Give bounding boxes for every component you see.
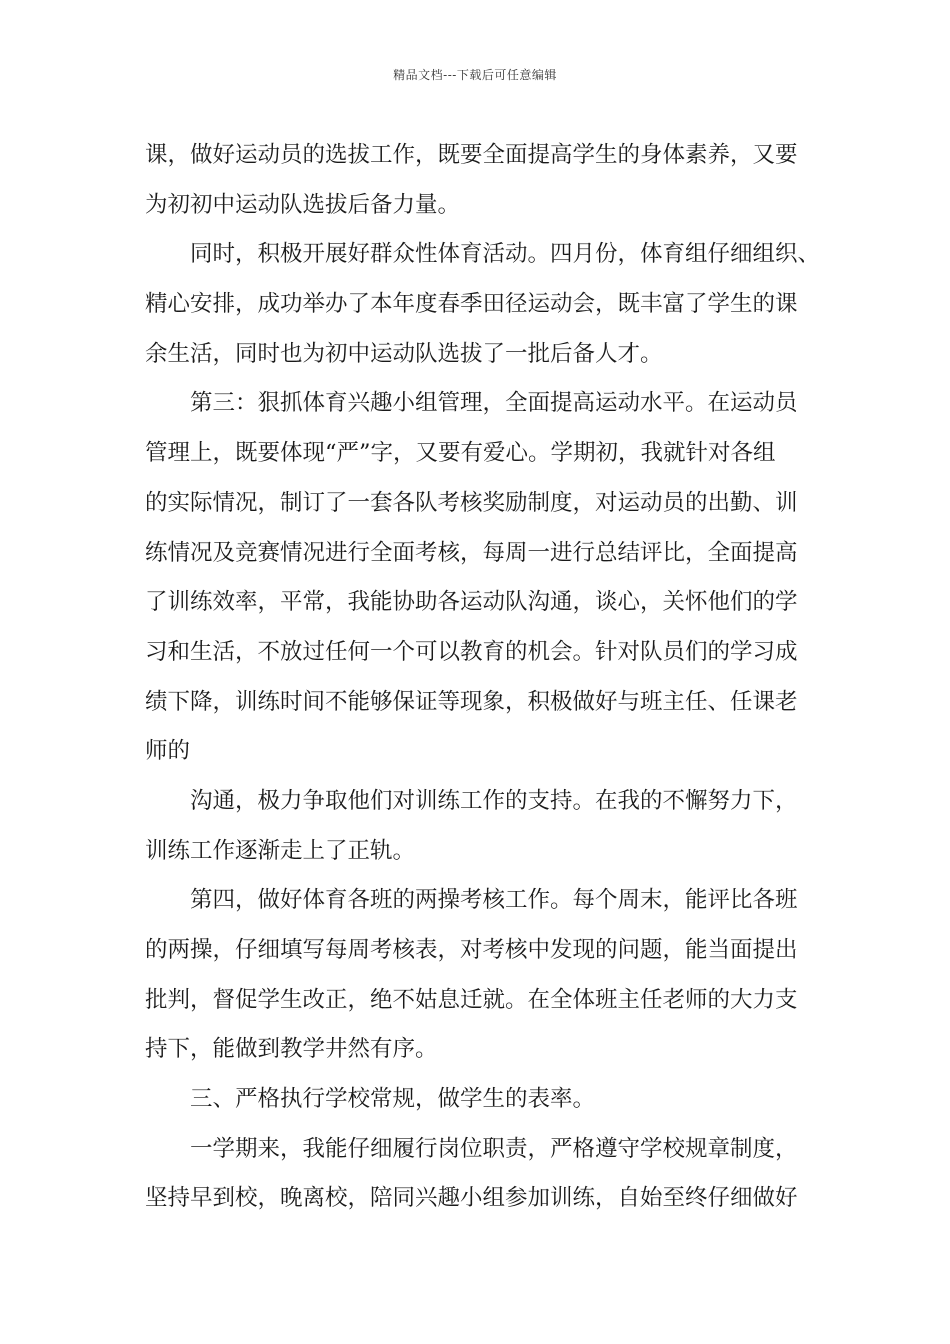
text-line: 习和生活，不放过任何一个可以教育的机会。针对队员们的学习成	[145, 638, 798, 665]
text-line: 了训练效率，平常，我能协助各运动队沟通，谈心，关怀他们的学	[145, 589, 798, 616]
text-line: 余生活，同时也为初中运动队选拔了一批后备人才。	[145, 340, 663, 367]
paragraph-start-line: 一学期来，我能仔细履行岗位职责，严格遵守学校规章制度，	[190, 1135, 798, 1162]
paragraph-start-line: 第四，做好体育各班的两操考核工作。每个周末，能评比各班	[190, 887, 798, 914]
section-heading-line: 三、严格执行学校常规，做学生的表率。	[190, 1086, 596, 1113]
paragraph-start-line: 第三：狠抓体育兴趣小组管理，全面提高运动水平。在运动员	[190, 390, 798, 417]
text-line: 精心安排，成功举办了本年度春季田径运动会，既丰富了学生的课	[145, 291, 798, 318]
text-line: 绩下降，训练时间不能够保证等现象，积极做好与班主任、任课老	[145, 688, 798, 715]
text-line: 持下，能做到教学井然有序。	[145, 1036, 438, 1063]
text-line: 的两操，仔细填写每周考核表，对考核中发现的问题，能当面提出	[145, 937, 798, 963]
document-body	[145, 131, 821, 1224]
text-line: 课，做好运动员的选拔工作，既要全面提高学生的身体素养，又要	[145, 142, 798, 168]
text-line: 批判，督促学生改正，绝不姑息迁就。在全体班主任老师的大力支	[145, 986, 798, 1013]
text-line: 管理上，既要体现“严”字，又要有爱心。学期初，我就针对各组	[145, 440, 776, 467]
text-line: 为初初中运动队选拔后备力量。	[145, 191, 461, 218]
text-line: 师的	[145, 738, 191, 765]
text-line: 坚持早到校，晚离校，陪同兴趣小组参加训练，自始至终仔细做好	[145, 1185, 798, 1212]
text-line: 训练工作逐渐走上了正轨。	[145, 837, 416, 864]
text-line: 的实际情况，制订了一套各队考核奖励制度，对运动员的出勤、训	[145, 489, 798, 516]
page-header: 精品文档---下载后可任意编辑	[393, 68, 557, 82]
text-line: 练情况及竞赛情况进行全面考核，每周一进行总结评比，全面提高	[145, 539, 798, 566]
paragraph-start-line: 同时，积极开展好群众性体育活动。四月份，体育组仔细组织、	[190, 241, 821, 268]
paragraph-start-line: 沟通，极力争取他们对训练工作的支持。在我的不懈努力下，	[190, 787, 798, 814]
